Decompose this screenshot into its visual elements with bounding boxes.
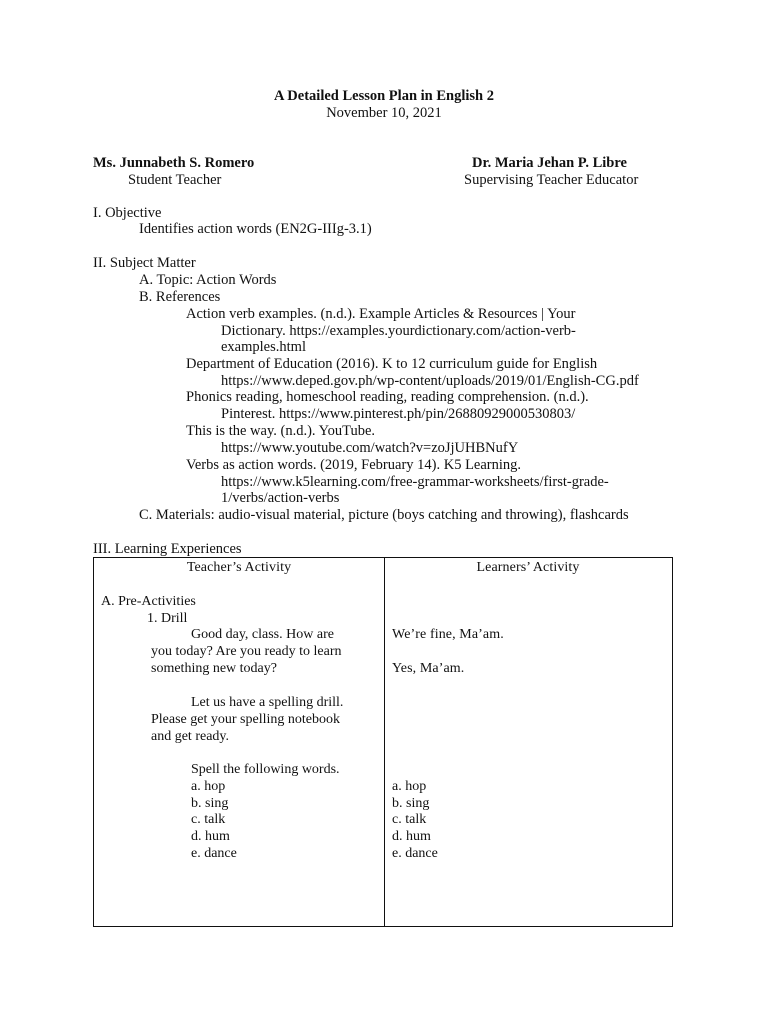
reference-line: Dictionary. https://examples.yourdictionary.com/action-verb- [221,323,576,339]
learner-word: a. hop [392,779,427,794]
objective-text: Identifies action words (EN2G-IIIg-3.1) [139,221,372,237]
teacher-line: something new today? [151,661,277,676]
reference-line: https://www.deped.gov.ph/wp-content/uploads/2019/01/English-CG.pdf [221,373,639,389]
subject-matter-heading: II. Subject Matter [93,255,196,271]
pre-activities-label: A. Pre-Activities [101,594,196,609]
learner-word: d. hum [392,829,431,844]
reference-line: Action verb examples. (n.d.). Example Articles & Resources | Your [186,306,576,322]
reference-line: https://www.youtube.com/watch?v=zoJjUHBNufY [221,440,519,456]
supervisor-name: Dr. Maria Jehan P. Libre [472,155,627,171]
teacher-line: you today? Are you ready to learn [151,644,342,659]
reference-line: examples.html [221,339,306,355]
teacher-line: Spell the following words. [191,762,340,777]
learner-word: e. dance [392,846,438,861]
learning-heading: III. Learning Experiences [93,541,242,557]
teacher-column-header: Teacher’s Activity [186,560,292,575]
drill-label: 1. Drill [147,611,188,626]
student-teacher-role: Student Teacher [128,172,222,188]
spelling-word: a. hop [191,779,226,794]
teacher-line: and get ready. [151,729,229,744]
column-divider [384,558,385,926]
spelling-word: b. sing [191,796,229,811]
spelling-word: c. talk [191,812,226,827]
reference-line: Verbs as action words. (2019, February 14). K5 Learning. [186,457,522,473]
reference-line: https://www.k5learning.com/free-grammar-worksheets/first-grade- [221,474,609,490]
learner-word: b. sing [392,796,430,811]
topic-line: A. Topic: Action Words [139,272,277,288]
reference-line: Pinterest. https://www.pinterest.ph/pin/26880929000530803/ [221,406,576,422]
teacher-line: Good day, class. How are [191,627,334,642]
learner-reply: Yes, Ma’am. [392,661,465,676]
learners-column-header: Learners’ Activity [476,560,580,575]
teacher-line: Please get your spelling notebook [151,712,340,727]
materials-line: C. Materials: audio-visual material, picture (boys catching and throwing), flashcards [139,507,629,523]
reference-line: 1/verbs/action-verbs [221,490,340,506]
activity-table [93,557,673,927]
learner-word: c. talk [392,812,427,827]
document-date: November 10, 2021 [326,105,442,121]
student-teacher-name: Ms. Junnabeth S. Romero [93,155,255,171]
spelling-word: d. hum [191,829,230,844]
learner-reply: We’re fine, Ma’am. [392,627,504,642]
teacher-line: Let us have a spelling drill. [191,695,344,710]
reference-line: This is the way. (n.d.). YouTube. [186,423,376,439]
supervisor-role: Supervising Teacher Educator [464,172,639,188]
document-title: A Detailed Lesson Plan in English 2 [274,88,494,104]
references-heading: B. References [139,289,221,305]
reference-line: Department of Education (2016). K to 12 curriculum guide for English [186,356,598,372]
reference-line: Phonics reading, homeschool reading, reading comprehension. (n.d.). [186,389,589,405]
spelling-word: e. dance [191,846,237,861]
objective-heading: I. Objective [93,205,162,221]
